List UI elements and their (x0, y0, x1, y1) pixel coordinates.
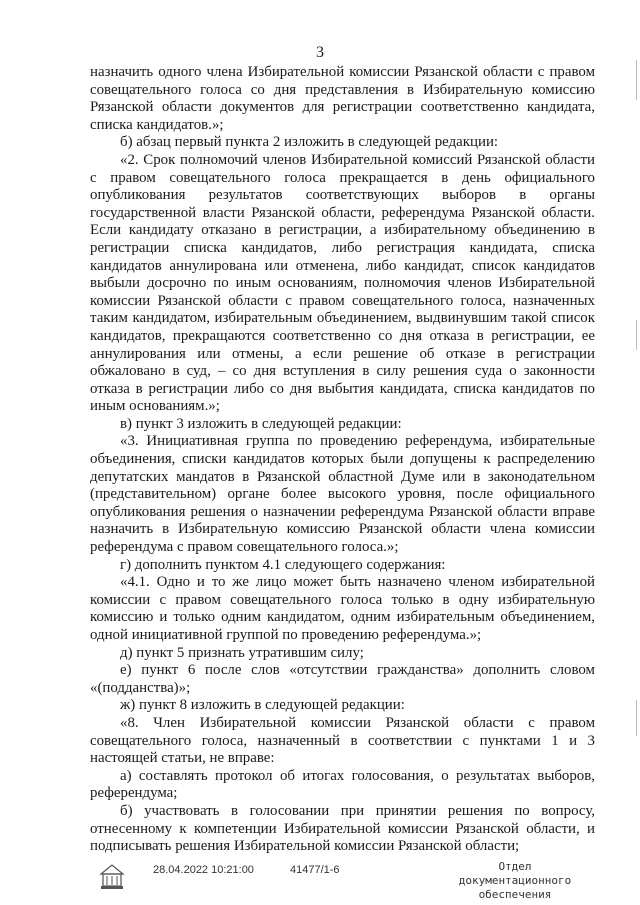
document-paragraph: б) участвовать в голосовании при принятии решения по вопросу, отнесенному к компетенции Избирательной комиссии Рязанской области, и подписывать решения Избирательной комиссии Рязанской области; (90, 802, 595, 855)
footer-department-line1: Отдел документационного (458, 860, 572, 887)
footer-department-line2: обеспечения (478, 888, 552, 901)
duma-emblem-icon (97, 861, 127, 893)
document-paragraph: а) составлять протокол об итогах голосования, о результатах выборов, референдума; (90, 767, 595, 802)
document-paragraph: «4.1. Одно и то же лицо может быть назначено членом избирательной комиссии с правом совещательного голоса только в одну избирательную комиссию и только одним кандидатом, одним избирательным объединением, одной инициативной группой по проведению референдума.»; (90, 574, 595, 643)
document-paragraph: б) абзац первый пункта 2 изложить в следующей редакции: (120, 134, 499, 151)
scan-edge-mark (636, 700, 637, 736)
page-footer (0, 858, 640, 901)
document-paragraph: «2. Срок полномочий членов Избирательной комиссий Рязанской области с правом совещательного голоса прекращается в день официального опубликования результатов соответствующих выборов в органы государственной власти Рязанской области, референдума Рязанской области. Если кандидату отказано в регистрации, а избирательному объединению в регистрации списка кандидатов, либо регистрация кандидата, списка кандидатов аннулирована или отменена, либо кандидат, список кандидатов выбыли досрочно по иным основаниям, полномочия членов Избирательной комиссии Рязанской области с правом совещательного голоса, назначенных таким кандидатом, избирательным объединением, выдвинувшим такой список кандидатов, прекращаются соответственно со дня отказа в регистрации, ее аннулирования или отмены, а если решение об отказе в регистрации обжаловано в суд, – со дня вступления в силу решения суда о законности отказа в регистрации либо со дня выбытия кандидата, списка кандидатов по иным основаниям.»; (90, 151, 595, 415)
document-paragraph: в) пункт 3 изложить в следующей редакции: (120, 415, 402, 432)
footer-datetime: 28.04.2022 10:21:00 (153, 864, 254, 876)
document-paragraph: г) дополнить пунктом 4.1 следующего содержания: (120, 556, 446, 573)
document-paragraph: е) пункт 6 после слов «отсутствии гражданства» дополнить словом «(подданства)»; (90, 662, 595, 696)
document-paragraph: назначить одного члена Избирательной комиссии Рязанской области с правом совещательного голоса со дня представления в Избирательную комиссию Рязанской области документов для регистрации соответственно кандидата, списка кандидатов.»; (90, 64, 595, 133)
document-paragraph: «3. Инициативная группа по проведению референдума, избирательные объединения, списки кандидатов которых были допущены к распределению депутатских мандатов в Рязанской областной Думе или в законодательном (представительном) органе более высокого уровня, после официального опубликования решения о назначении референдума Рязанской области вправе назначить в Избирательную комиссию Рязанской области члена комиссии референдума с правом совещательного голоса.»; (90, 433, 595, 556)
scan-edge-mark (636, 60, 637, 100)
document-paragraph: д) пункт 5 признать утратившим силу; (120, 644, 364, 661)
document-paragraph: ж) пункт 8 изложить в следующей редакции: (120, 697, 405, 714)
footer-department (440, 860, 590, 902)
scan-edge-mark (636, 320, 637, 350)
document-paragraph: «8. Член Избирательной комиссии Рязанской области с правом совещательного голоса, назначенный в соответствии с пунктами 1 и 3 настоящей статьи, не вправе: (90, 714, 595, 767)
page-number: 3 (316, 44, 324, 61)
footer-document-code: 41477/1-6 (290, 864, 340, 876)
document-body (90, 64, 595, 856)
